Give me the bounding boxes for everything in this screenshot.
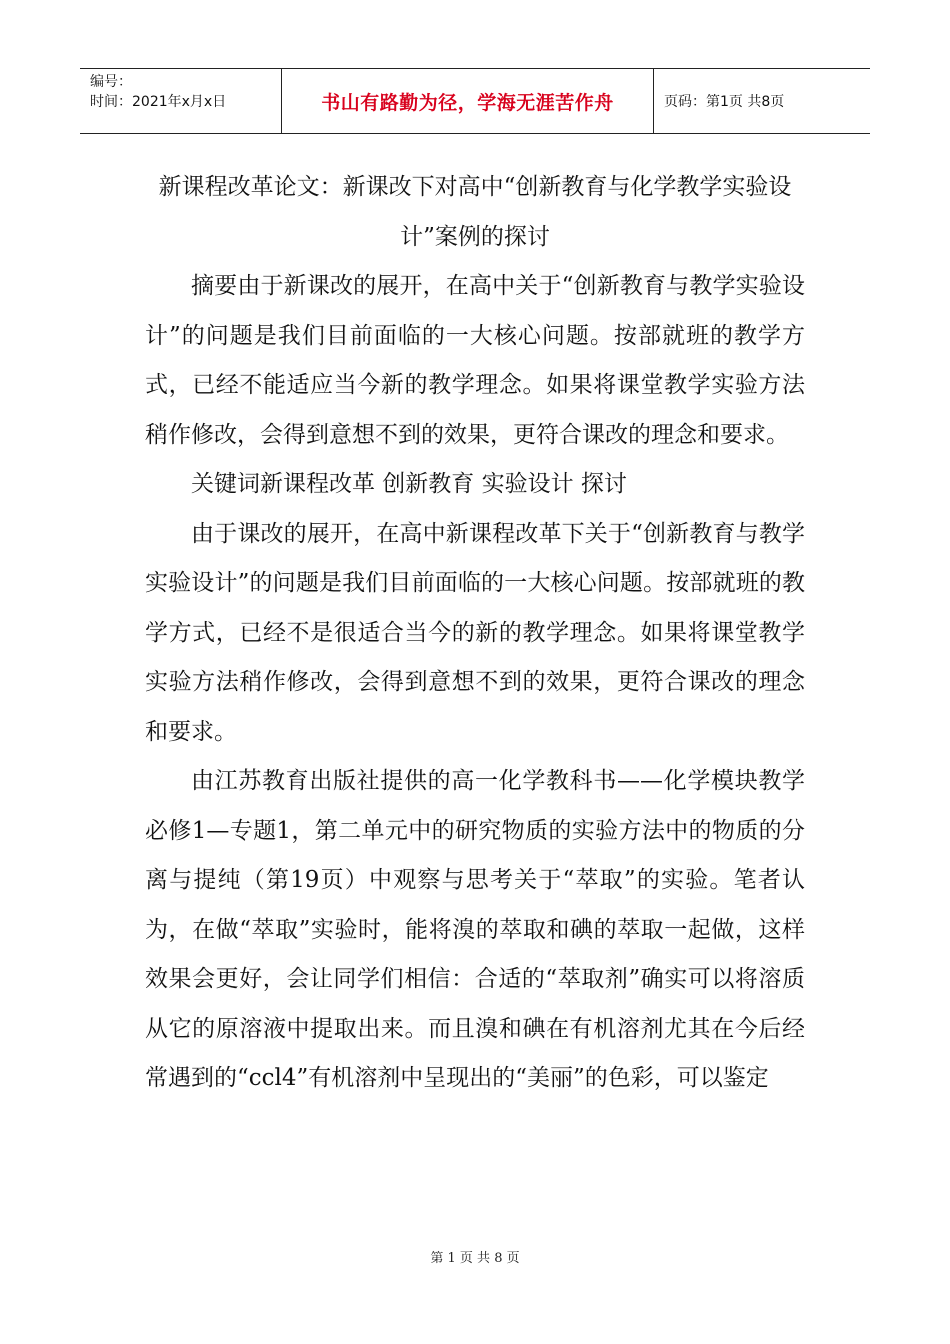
article-title: 新课程改革论文：新课改下对高中“创新教育与化学教学实验设计”案例的探讨 xyxy=(158,174,792,250)
document-date: 时间：2021年x月x日 xyxy=(90,94,227,110)
page-header xyxy=(80,68,870,134)
abstract-paragraph: 摘要由于新课改的展开，在高中关于“创新教育与教学实验设计”的问题是我们目前面临的一大核心问题。按部就班的教学方式，已经不能适应当今新的教学理念。如果将课堂教学实验方法稍作修改，会得到意想不到的效果，更符合课改的理念和要求。 xyxy=(145,273,805,448)
document-number-label: 编号： xyxy=(90,74,132,90)
body-paragraph: 由江苏教育出版社提供的高一化学教科书——化学模块教学必修1—专题1，第二单元中的研究物质的实验方法中的物质的分离与提纯（第19页）中观察与思考关于“萃取”的实验。笔者认为，在做“萃取”实验时，能将溴的萃取和碘的萃取一起做，这样效果会更好，会让同学们相信：合适的“萃取剂”确实可以将溶质从它的原溶液中提取出来。而且溴和碘在有机溶剂尤其在今后经常遇到的“ccl4”有机溶剂中呈现出的“美丽”的色彩，可以鉴定 xyxy=(145,768,805,1091)
keywords-paragraph: 关键词新课程改革 创新教育 实验设计 探讨 xyxy=(191,471,627,497)
page-footer: 第 1 页 共 8 页 xyxy=(430,1251,520,1266)
body-paragraph: 由于课改的展开，在高中新课程改革下关于“创新教育与教学实验设计”的问题是我们目前面临的一大核心问题。按部就班的教学方式，已经不是很适合当今的新的教学理念。如果将课堂教学实验方法稍作修改，会得到意想不到的效果，更符合课改的理念和要求。 xyxy=(145,520,805,745)
header-motto: 书山有路勤为径，学海无涯苦作舟 xyxy=(282,69,654,133)
header-meta xyxy=(80,69,282,133)
header-page-info: 页码：第1页 共8页 xyxy=(664,94,785,110)
article-body xyxy=(145,162,805,1104)
